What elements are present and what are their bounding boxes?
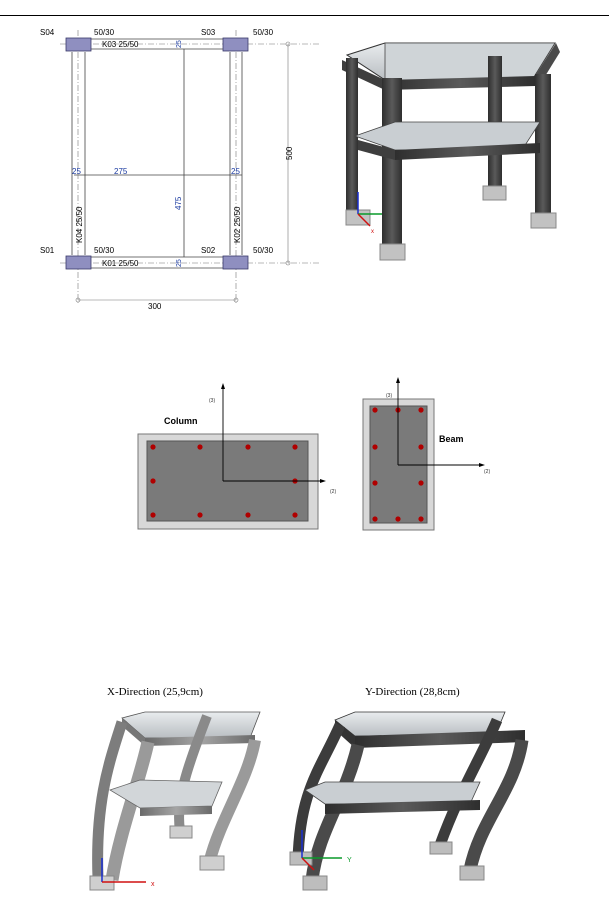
beam-section — [363, 377, 490, 530]
column-axis-2: (2) — [330, 489, 337, 495]
beam-label-k04: K04 25/50 — [75, 206, 84, 243]
node-label-s03: S03 — [201, 28, 216, 37]
col-size-s04: 50/30 — [94, 28, 115, 37]
dim-25-left: 25 — [72, 167, 81, 176]
beam-label-k03: K03 25/50 — [102, 40, 139, 49]
x-dir-axis-label: x — [151, 881, 155, 888]
dim-25-top: 25 — [176, 40, 183, 48]
frame-3d-model — [342, 43, 560, 260]
beam-axis-2: (2) — [484, 469, 491, 475]
dim-300: 300 — [148, 302, 162, 311]
column-label: Column — [164, 416, 198, 426]
dim-475: 475 — [174, 196, 183, 210]
y-direction-deformed-frame — [290, 712, 525, 890]
dim-25-right: 25 — [231, 167, 240, 176]
x-direction-deformed-frame — [90, 712, 260, 890]
col-size-s01: 50/30 — [94, 246, 115, 255]
node-label-s04: S04 — [40, 28, 55, 37]
y-dir-axis-label: Y — [347, 857, 352, 864]
x-axis-label: x — [371, 229, 374, 235]
column-section — [138, 383, 336, 529]
dim-500: 500 — [285, 146, 294, 160]
floor-plan — [40, 28, 320, 311]
beam-label-k02: K02 25/50 — [233, 206, 242, 243]
caption-y-direction: Y-Direction (28,8cm) — [365, 686, 460, 698]
dim-275: 275 — [114, 167, 128, 176]
dim-25-bottom: 25 — [176, 259, 183, 267]
beam-axis-3: (3) — [386, 393, 393, 399]
col-size-s03: 50/30 — [253, 28, 274, 37]
caption-x-direction: X-Direction (25,9cm) — [107, 686, 203, 698]
beam-label-k01: K01 25/50 — [102, 259, 139, 268]
beam-label: Beam — [439, 434, 464, 444]
col-size-s02: 50/30 — [253, 246, 274, 255]
column-axis-3: (3) — [209, 398, 216, 404]
node-label-s02: S02 — [201, 246, 216, 255]
node-label-s01: S01 — [40, 246, 55, 255]
